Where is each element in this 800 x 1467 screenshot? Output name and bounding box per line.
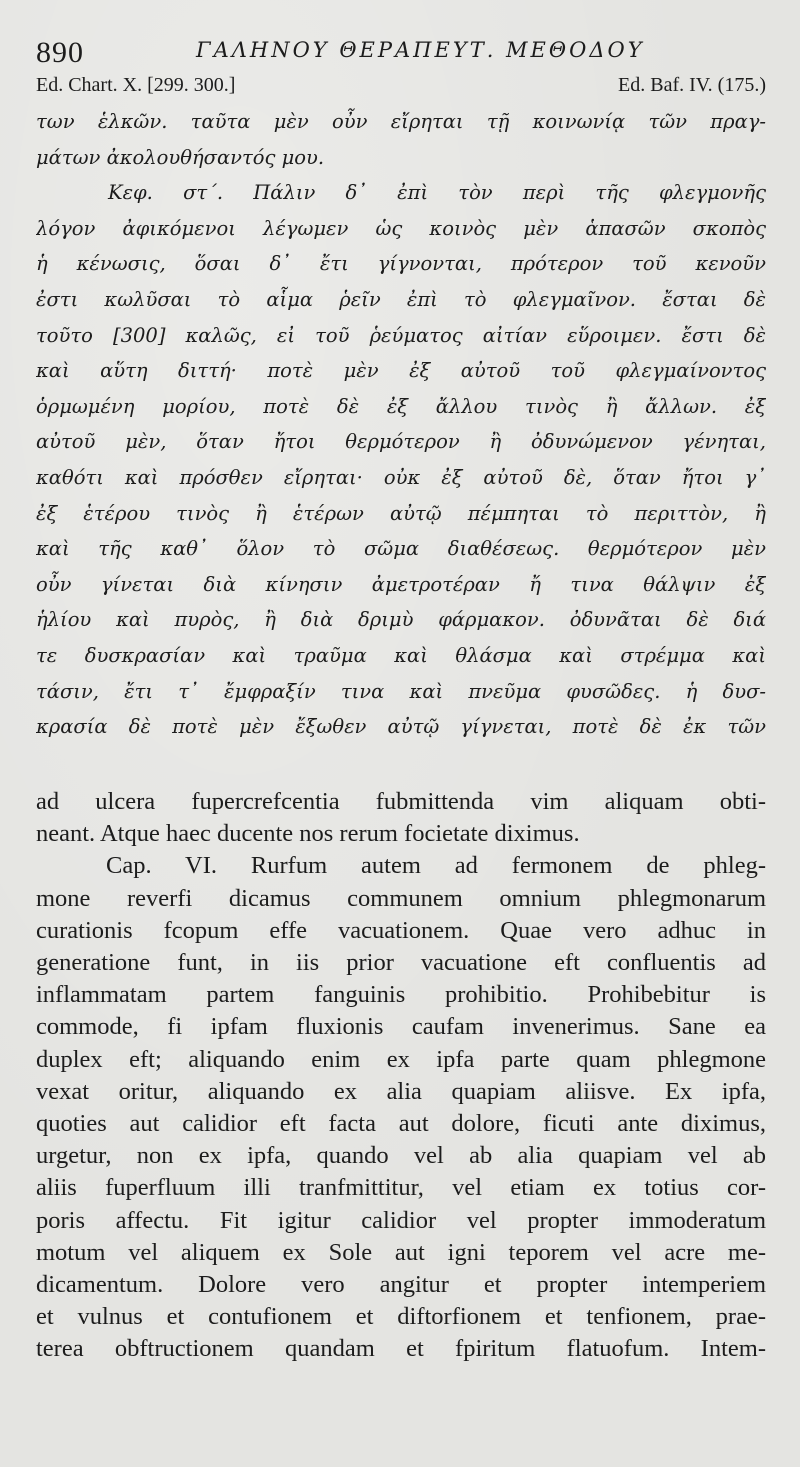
latin-text-block [36, 786, 766, 1366]
greek-line: ἐστι κωλῦσαι τὸ αἷμα ῥεῖν ἐπὶ τὸ φλεγμαῖνον. ἔσται δὲ [36, 287, 766, 311]
greek-line: καὶ αὕτη διττή· ποτὲ μὲν ἐξ αὐτοῦ τοῦ φλεγμαίνοντος [36, 359, 766, 383]
latin-line: terea obftructionem quandam et fpiritum flatuofum. Intem- [36, 1335, 766, 1363]
greek-text-block [36, 104, 766, 745]
edition-reference [36, 74, 766, 102]
latin-line: commode, fi ipfam fluxionis caufam invenerimus. Sane ea [36, 1013, 766, 1041]
latin-line: neant. Atque haec ducente nos rerum focietate diximus. [36, 820, 580, 848]
running-head [36, 30, 766, 74]
greek-line: τε δυσκρασίαν καὶ τραῦμα καὶ θλάσμα καὶ στρέμμα καὶ [36, 643, 766, 667]
greek-line: ἐξ ἑτέρου τινὸς ἢ ἑτέρων αὐτῷ πέμπηται τὸ περιττὸν, ἢ [36, 501, 766, 525]
latin-line: duplex eft; aliquando enim ex ipfa parte quam phlegmone [36, 1045, 766, 1073]
latin-line: motum vel aliquem ex Sole aut igni teporem vel acre me- [36, 1238, 766, 1266]
greek-line: ὁρμωμένη μορίου, ποτὲ δὲ ἐξ ἄλλου τινὸς ἢ ἄλλων. ἐξ [36, 394, 766, 418]
page-number: 890 [36, 36, 84, 69]
greek-line: καθότι καὶ πρόσθεν εἴρηται· οὐκ ἐξ αὐτοῦ δὲ, ὅταν ἤτοι γ᾽ [36, 465, 766, 489]
latin-line: inflammatam partem fanguinis prohibitio. Prohibebitur is [36, 981, 766, 1009]
greek-line: μάτων ἀκολουθήσαντός μου. [36, 145, 325, 169]
greek-line: ἡλίου καὶ πυρὸς, ἢ διὰ δριμὺ φάρμακον. ὀδυνᾶται δὲ διά [36, 608, 766, 632]
latin-line: poris affectu. Fit igitur calidior vel propter immoderatum [36, 1206, 766, 1234]
greek-line: των ἑλκῶν. ταῦτα μὲν οὖν εἴρηται τῇ κοινωνίᾳ τῶν πραγ- [36, 110, 766, 133]
greek-line: κρασία δὲ ποτὲ μὲν ἔξωθεν αὐτῷ γίγνεται, ποτὲ δὲ ἐκ τῶν [36, 715, 766, 739]
greek-line: οὖν γίνεται διὰ κίνησιν ἀμετροτέραν ἤ τινα θάλψιν ἐξ [36, 572, 766, 596]
greek-line: καὶ τῆς καθ᾽ ὅλον τὸ σῶμα διαθέσεως. θερμότερον μὲν [36, 537, 766, 561]
latin-line: et vulnus et contufionem et diftorfionem et tenfionem, prae- [36, 1303, 766, 1331]
latin-line: vexat oritur, aliquando ex alia quapiam aliisve. Ex ipfa, [36, 1077, 766, 1105]
greek-line: ἡ κένωσις, ὅσαι δ᾽ ἔτι γίγνονται, πρότερον τοῦ κενοῦν [36, 252, 766, 276]
greek-line: αὐτοῦ μὲν, ὅταν ἤτοι θερμότερον ἢ ὀδυνώμενον γένηται, [36, 430, 766, 454]
running-title: ΓΑΛΗΝΟΥ ΘΕΡΑΠΕΥΤ. ΜΕΘΟΔΟΥ [196, 38, 645, 62]
latin-line: quoties aut calidior eft facta aut dolore, ficuti ante diximus, [36, 1110, 766, 1138]
latin-line: mone reverfi dicamus communem omnium phlegmonarum [36, 884, 766, 912]
latin-line: urgetur, non ex ipfa, quando vel ab alia quapiam vel ab [36, 1142, 766, 1170]
latin-line: curationis fcopum effe vacuationem. Quae vero adhuc in [36, 916, 766, 944]
latin-line: dicamentum. Dolore vero angitur et propter intemperiem [36, 1271, 766, 1299]
edition-basel: Ed. Baf. IV. (175.) [618, 74, 766, 96]
greek-line: τάσιν, ἔτι τ᾽ ἔμφραξίν τινα καὶ πνεῦμα φυσῶδες. ἡ δυσ- [36, 679, 766, 703]
latin-line: aliis fuperfluum illi tranfmittitur, vel etiam ex totius cor- [36, 1174, 766, 1202]
greek-line: λόγον ἀφικόμενοι λέγωμεν ὡς κοινὸς μὲν ἁπασῶν σκοπὸς [36, 216, 766, 240]
edition-chartier: Ed. Chart. X. [299. 300.] [36, 74, 236, 96]
latin-line: ad ulcera fupercrefcentia fubmittenda vim aliquam obti- [36, 788, 766, 815]
latin-chapter-heading-line: Cap. VI. Rurfum autem ad fermonem de phleg- [106, 852, 766, 880]
greek-chapter-heading-line: Κεφ. στ΄. Πάλιν δ᾽ ἐπὶ τὸν περὶ τῆς φλεγμονῆς [108, 181, 766, 205]
greek-line: τοῦτο [300] καλῶς, εἰ τοῦ ῥεύματος αἰτίαν εὕροιμεν. ἔστι δὲ [36, 323, 766, 347]
latin-line: generatione funt, in iis prior vacuatione eft confluentis ad [36, 949, 766, 977]
